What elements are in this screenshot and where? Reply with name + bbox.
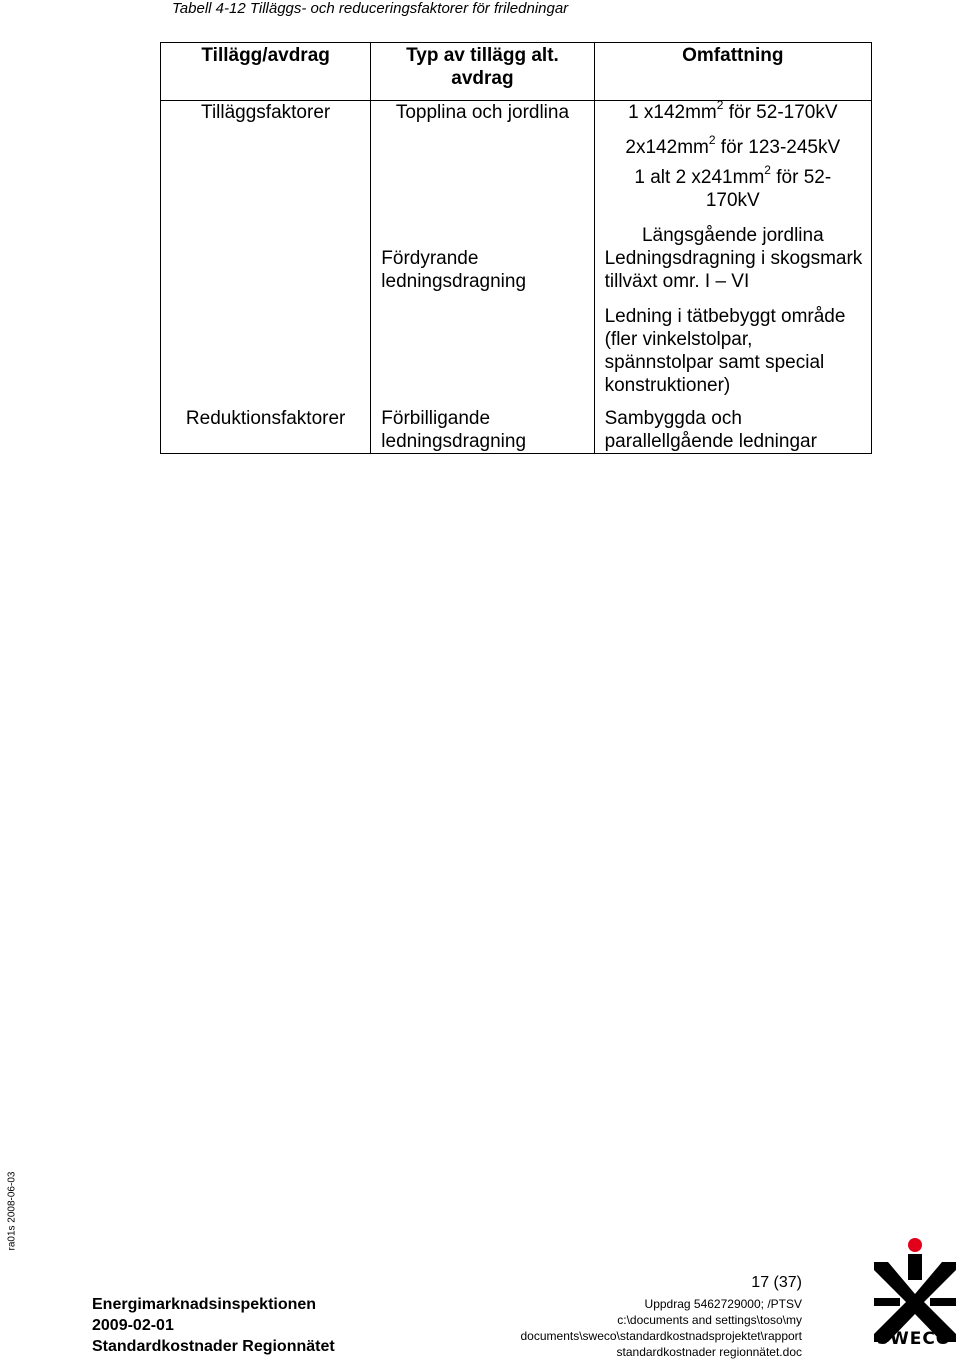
side-label: ra01s 2008-06-03: [6, 1171, 18, 1251]
cell-fordyrande-scope: [594, 247, 871, 407]
cell-tillaggsfaktorer: Tilläggsfaktorer: [161, 101, 371, 248]
footer-right: [508, 1296, 802, 1360]
scope-line-4: Längsgående jordlina: [641, 225, 824, 246]
table-row: [161, 101, 872, 248]
table-caption: Tabell 4-12 Tilläggs- och reduceringsfaktorer för friledningar: [172, 0, 569, 17]
table-header-row: [161, 43, 872, 101]
footer-left: [92, 1294, 335, 1357]
factors-table: [160, 42, 872, 454]
footer-doc-title: Standardkostnader Regionnätet: [92, 1338, 335, 1355]
cell-sambyggda: Sambyggda och parallellgående ledningar: [594, 407, 871, 454]
header-omfattning: Omfattning: [594, 43, 871, 101]
cell-topplina-scope: [594, 97, 871, 248]
footer-date: 2009-02-01: [92, 1317, 174, 1334]
footer-assignment: Uppdrag 5462729000; /PTSV: [644, 1297, 802, 1311]
header-typ: Typ av tillägg alt. avdrag: [371, 43, 594, 101]
sweco-logo-text: SWECO: [876, 1329, 952, 1349]
scope-tatbebyggt: Ledning i tätbebyggt område (fler vinkelstolpar, spännstolpar samt special konstruktioner): [604, 306, 846, 396]
scope-line-2: $2x142mm^2$ för 123-245kV: [625, 132, 841, 158]
cell-reduktionsfaktorer: Reduktionsfaktorer: [161, 407, 371, 454]
table-row: [161, 247, 872, 407]
cell-empty: [161, 247, 371, 407]
cell-topplina: Topplina och jordlina: [371, 101, 594, 248]
footer-org: Energimarknadsinspektionen: [92, 1296, 317, 1313]
cell-forbilligande: Förbilligande ledningsdragning: [371, 407, 594, 454]
footer-path-2: documents\sweco\standardkostnadsprojektet\rapport: [520, 1329, 802, 1343]
footer-path-3: standardkostnader regionnätet.doc: [616, 1345, 802, 1359]
footer-path-1: c:\documents and settings\toso\my: [617, 1313, 802, 1327]
header-tillagg-avdrag: Tillägg/avdrag: [161, 43, 371, 101]
cell-fordyrande: Fördyrande ledningsdragning: [371, 247, 594, 407]
page-number: 17 (37): [751, 1274, 802, 1291]
table-row: [161, 407, 872, 454]
scope-skogsmark: Ledningsdragning i skogsmark tillväxt omr. I – VI: [604, 248, 863, 292]
scope-line-3: 1 alt 2 $x241mm^2$ för 52-170kV: [634, 162, 832, 211]
scope-line-1: 1 $x142mm^2$ för 52-170kV: [628, 97, 838, 123]
